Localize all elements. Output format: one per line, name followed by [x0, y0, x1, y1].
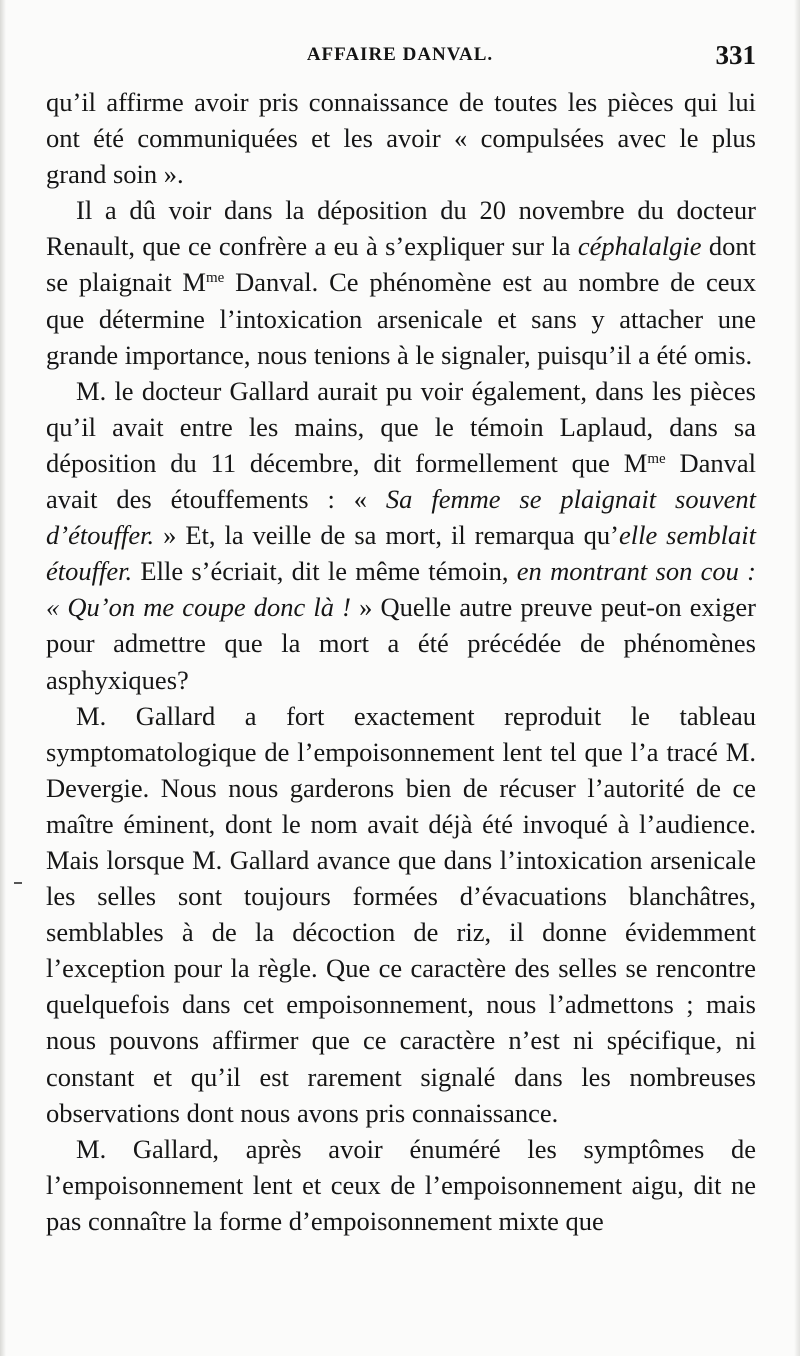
margin-dash-mark [14, 882, 22, 884]
text-run: qu’il affirme avoir pris connaissance de toutes les pièces qui lui ont été communiquées et les avoir « compulsées avec le plus grand soin ». [46, 87, 756, 190]
running-head [44, 40, 756, 74]
paragraph [46, 698, 756, 1131]
text-run: » Et, la veille de sa mort, il remarqua qu’ [154, 520, 619, 551]
paragraph [46, 192, 756, 372]
text-run: M. Gallard, après avoir énuméré les symptômes de l’empoisonnement lent et ceux de l’empoisonnement aigu, dit ne pas connaître la forme d’empoisonnement mixte que [46, 1133, 756, 1236]
italic-run: céphalalgie [577, 231, 702, 262]
text-run: M. le docteur Gallard aurait pu voir également, dans les pièces qu’il avait entre les mains, que le témoin Laplaud, dans sa déposition du 11 décembre, dit formellement que M [46, 375, 756, 478]
page-edge-shadow-left [0, 0, 6, 1356]
superscript-run: me [206, 270, 225, 287]
paragraph [46, 1131, 756, 1239]
text-run: Il a dû voir dans la déposition du 20 novembre du docteur Renault, que ce confrère a eu à s’expliquer sur la [46, 195, 756, 262]
paragraph [46, 373, 756, 698]
text-run: M. Gallard a fort exactement reproduit le tableau symptomatologique de l’empoisonnement lent tel que l’a tracé M. Devergie. Nous nous garderons bien de récuser l’autorité de ce maître éminent, dont le nom avait déjà été invoqué à l’audience. Mais lorsque M. Gallard avance que dans l’intoxication arsenicale les selles sont toujours formées d’évacuations blanchâtres, semblables à de la décoction de riz, il donne évidemment l’exception pour la règle. Que ce caractère des selles se rencontre quelquefois dans cet empoisonnement, nous l’admettons ; mais nous pouvons affirmer que ce caractère n’est ni spécifique, ni constant et qu’il est rarement signalé dans les nombreuses observations dont nous avons pris connaissance. [46, 700, 756, 1128]
paragraph [46, 84, 756, 192]
text-run: Danval. Ce phénomène est au nombre de ceux que détermine l’intoxication arsenicale et sans y attacher une grande importance, nous tenions à le signaler, puisqu’il a été omis. [46, 267, 756, 370]
text-run: » Quelle autre preuve peut-on exiger pour admettre que la mort a été précédée de phénomènes asphyxiques? [46, 592, 756, 695]
text-run: dont se plaignait M [46, 231, 756, 298]
text-run: Danval avait des étouffements : « [46, 447, 756, 515]
body-text [46, 84, 756, 1239]
italic-run: elle semblait étouffer. [46, 520, 756, 587]
italic-run: en montrant son cou : « Qu’on me coupe donc là ! [46, 556, 756, 623]
italic-run: Sa femme se plaignait souvent d’étouffer. [46, 484, 757, 551]
running-title: AFFAIRE DANVAL. [306, 44, 494, 65]
page-number: 331 [715, 40, 756, 70]
superscript-run: me [647, 450, 666, 467]
page-edge-shadow-right [794, 0, 800, 1356]
text-run: Elle s’écriait, dit le même témoin, [132, 556, 517, 587]
